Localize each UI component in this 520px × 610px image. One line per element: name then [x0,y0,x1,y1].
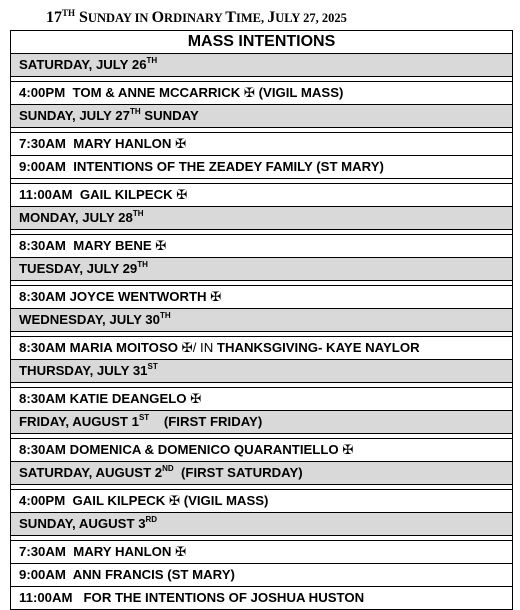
day-heading [11,258,513,281]
mass-intention-row [11,439,513,462]
day-heading [11,513,513,536]
day-heading-row [11,258,513,281]
mass-intention-row [11,490,513,513]
day-heading-row [11,54,513,77]
mass-intention-row [11,133,513,156]
mass-intention-text: THANKSGIVING- KAYE NAYLOR [213,340,420,355]
day-ordinal-suffix: TH [132,209,144,218]
day-heading [11,360,513,383]
mass-intention-row [11,286,513,309]
mass-intention-row [11,388,513,411]
day-ordinal-suffix: ST [138,413,150,422]
day-note: (FIRST SATURDAY) [173,465,303,480]
day-ordinal-suffix: ND [162,464,174,473]
day-heading-row [11,513,513,536]
day-label: TUESDAY, JULY 29 [19,261,138,276]
day-heading-row [11,360,513,383]
day-label: SATURDAY, AUGUST 2 [19,465,163,480]
mass-intentions-table [10,30,513,610]
title-smallcaps: UNDAY IN [87,11,152,25]
mass-intention: 8:30AM MARY BENE ✠ [11,235,513,258]
title-cap: J [267,9,276,26]
day-label: FRIDAY, AUGUST 1 [19,414,139,429]
day-heading [11,207,513,230]
mass-intention-row [11,587,513,610]
title-ordinal-suffix: TH [62,8,76,18]
mass-intention: 8:30AM DOMENICA & DOMENICO QUARANTIELLO ✠ [11,439,513,462]
mass-intention: 9:00AM ANN FRANCIS (ST MARY) [11,564,513,587]
title-cap: T [225,9,236,26]
mass-intention-row [11,541,513,564]
day-note: SUNDAY [140,108,199,123]
day-ordinal-suffix: ST [147,362,158,371]
mass-intention: 8:30AM JOYCE WENTWORTH ✠ [11,286,513,309]
day-heading-row [11,462,513,485]
mass-intention: 8:30AM KATIE DEANGELO ✠ [11,388,513,411]
title-smallcaps: IME, [235,11,268,25]
day-note: (FIRST FRIDAY) [149,414,263,429]
mass-intention-row [11,156,513,179]
title-cap: S [79,9,88,26]
day-ordinal-suffix: TH [129,107,141,116]
mass-intention: 4:00PM TOM & ANNE MCCARRICK ✠ (VIGIL MASS) [11,82,513,105]
mass-intentions-body [11,31,513,610]
day-heading [11,309,513,332]
day-label: WEDNESDAY, JULY 30 [19,312,160,327]
mass-intention-row [11,82,513,105]
day-ordinal-suffix: TH [146,56,158,65]
page-title [46,9,506,31]
mass-intention [11,337,513,360]
title-cap: O [151,9,165,26]
title-smallcaps: RDINARY [164,11,226,25]
title-smallcaps: ULY 27, 2025 [275,11,347,25]
day-heading-row [11,105,513,128]
mass-intention: 9:00AM INTENTIONS OF THE ZEADEY FAMILY (ST MARY) [11,156,513,179]
mass-intention: 11:00AM GAIL KILPECK ✠ [11,184,513,207]
mass-intention-text: 8:30AM MARIA MOITOSO ✠ [19,340,193,355]
title-ordinal: 17 [46,9,62,26]
day-ordinal-suffix: RD [145,515,158,524]
day-label: SATURDAY, JULY 26 [19,57,147,72]
mass-intention-connector: / IN [192,340,214,355]
mass-intention-row [11,337,513,360]
mass-intention: 7:30AM MARY HANLON ✠ [11,133,513,156]
mass-intention: 7:30AM MARY HANLON ✠ [11,541,513,564]
mass-intention: 11:00AM FOR THE INTENTIONS OF JOSHUA HUSTON [11,587,513,610]
mass-intention-row [11,235,513,258]
table-header-row [11,31,513,54]
mass-intention-row [11,184,513,207]
mass-intention-row [11,564,513,587]
mass-intention: 4:00PM GAIL KILPECK ✠ (VIGIL MASS) [11,490,513,513]
day-ordinal-suffix: TH [137,260,148,269]
day-label: MONDAY, JULY 28 [19,210,133,225]
day-heading [11,105,513,128]
day-heading [11,462,513,485]
day-label: SUNDAY, JULY 27 [19,108,130,123]
day-heading-row [11,309,513,332]
day-heading-row [11,207,513,230]
table-header: MASS INTENTIONS [11,31,513,54]
day-label: SUNDAY, AUGUST 3 [19,516,146,531]
day-label: THURSDAY, JULY 31 [19,363,148,378]
day-ordinal-suffix: TH [159,311,171,320]
day-heading-row [11,411,513,434]
day-heading [11,54,513,77]
day-heading [11,411,513,434]
